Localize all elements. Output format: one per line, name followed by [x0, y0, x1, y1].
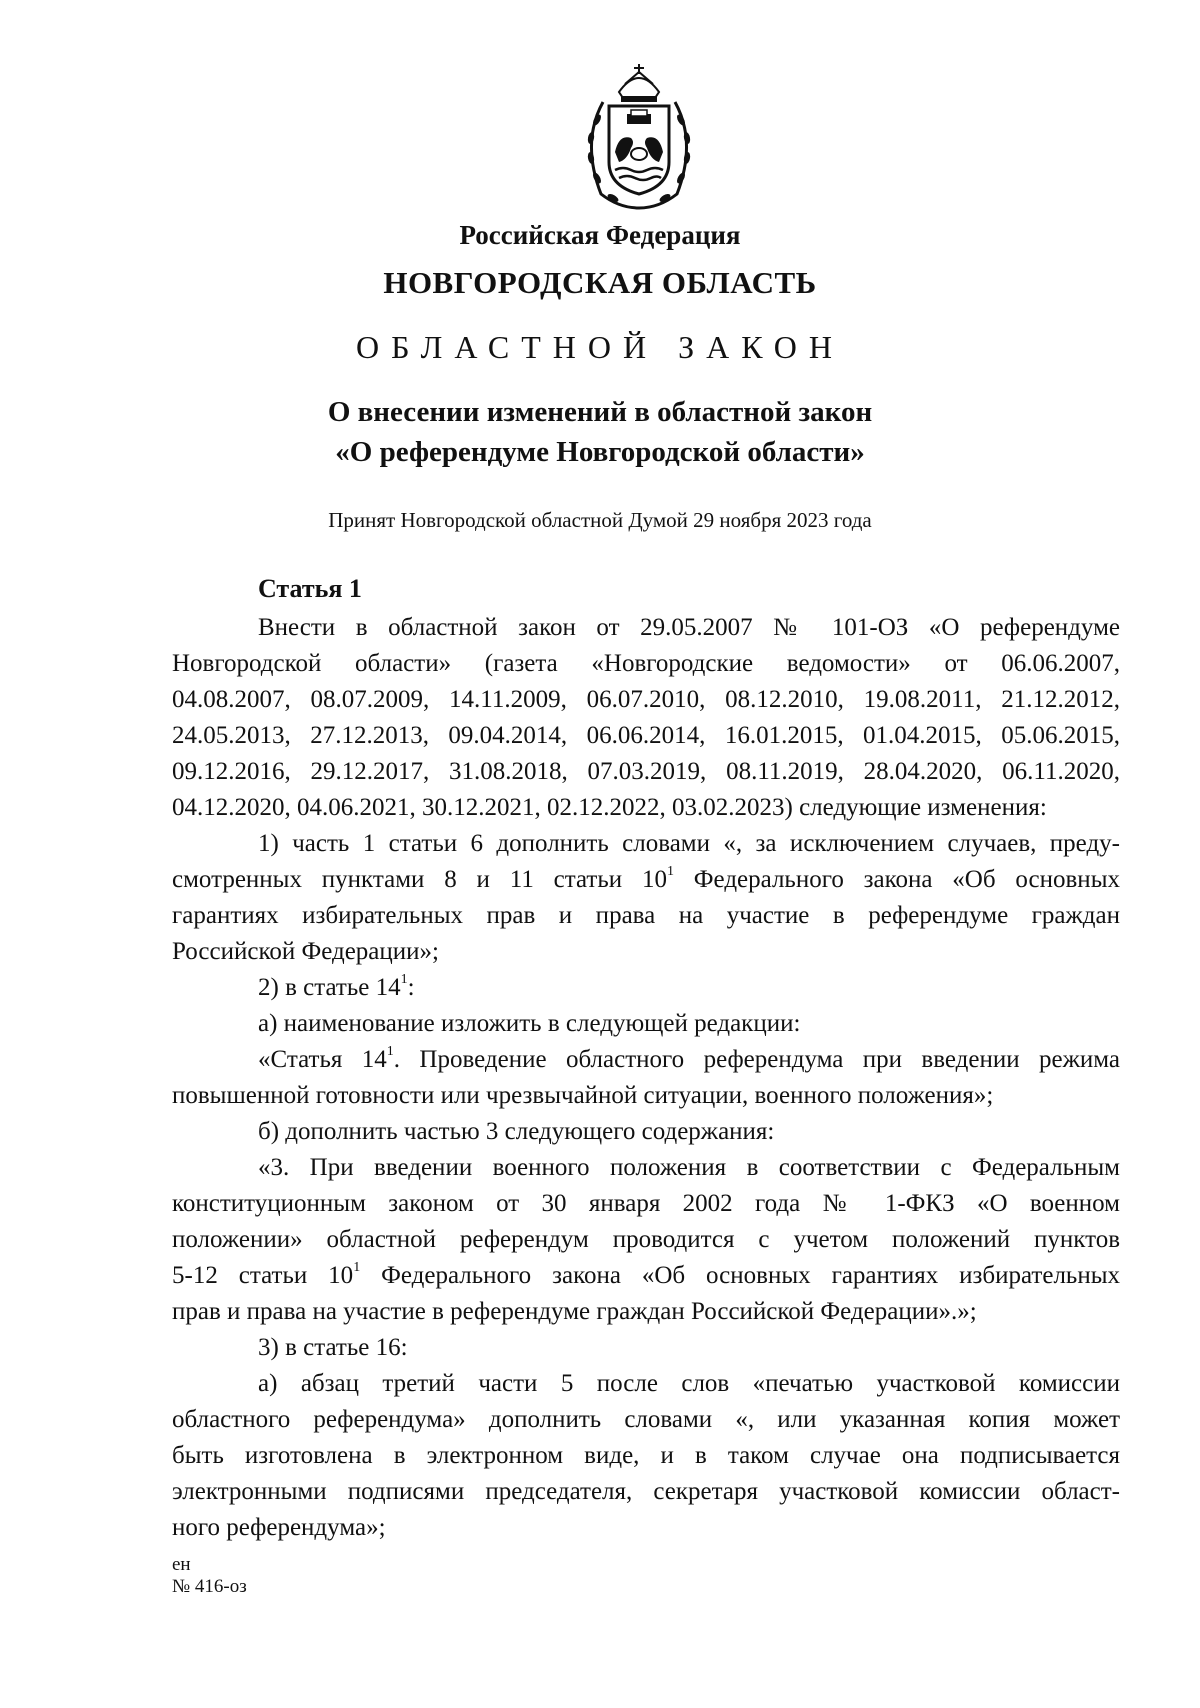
article-body [172, 610, 1120, 1546]
text-fragment: Федерального закона «Об основных [673, 866, 1120, 893]
amendment-3a [172, 1366, 1120, 1546]
law-title-line-1: О внесении изменений в областной закон [327, 396, 873, 428]
text-fragment: смотренных пунктами 8 и 11 статьи 10 [172, 866, 667, 893]
footer-initials: ен [172, 1554, 191, 1575]
quote-line: «3. При введении военного положения в соответствии с Федеральным [258, 1154, 1120, 1181]
quote-line: повышенной готовности или чрезвычайной ситуации, военного положения»; [172, 1082, 994, 1109]
amendment-3a-line: электронными подписями председателя, секретаря участковой комиссии област- [172, 1478, 1120, 1505]
intro-line: Внести в областной закон от 29.05.2007 № 101-ОЗ «О референдуме [258, 614, 1120, 641]
amendment-1-line: гарантиях избирательных прав и права на участие в референдуме граждан [172, 902, 1120, 929]
country-name: Российская Федерация [459, 220, 741, 250]
amendment-3a-line: ного референдума»; [172, 1514, 386, 1541]
footer-doc-number: № 416-оз [172, 1576, 247, 1597]
superscript: 1 [386, 1043, 394, 1059]
document-type: ОБЛАСТНОЙ ЗАКОН [355, 329, 845, 365]
text-fragment: . Проведение областного референдума при введении режима [393, 1046, 1121, 1073]
amendment-2 [172, 970, 1120, 1006]
novgorod-coat-of-arms-icon [573, 62, 705, 212]
quote-line: конституционным законом от 30 января 2002 года № 1-ФКЗ «О военном [172, 1190, 1120, 1217]
amendment-1-line: Российской Федерации»; [172, 938, 439, 965]
intro-line: 24.05.2013, 27.12.2013, 09.04.2014, 06.06.2014, 16.01.2015, 01.04.2015, 05.06.2015, [172, 722, 1120, 749]
text-fragment: : [407, 974, 415, 1001]
intro-line: 09.12.2016, 29.12.2017, 31.08.2018, 07.03.2019, 08.11.2019, 28.04.2020, 06.11.2020, [172, 758, 1120, 785]
adoption-note: Принят Новгородской областной Думой 29 ноября 2023 года [328, 508, 872, 532]
superscript: 1 [666, 863, 674, 879]
amendment-3: 3) в статье 16: [258, 1334, 408, 1361]
quote-line: прав и права на участие в референдуме граждан Российской Федерации».»; [172, 1298, 977, 1325]
quote-line [172, 1258, 1120, 1294]
intro-line: 04.12.2020, 04.06.2021, 30.12.2021, 02.12.2022, 03.02.2023) следующие изменения: [172, 794, 1047, 821]
intro-line: Новгородской области» (газета «Новгородские ведомости» от 06.06.2007, [172, 650, 1120, 677]
amendment-3a-line: областного референдума» дополнить словами «, или указанная копия может [172, 1406, 1120, 1433]
text-fragment: 5-12 статьи 10 [172, 1262, 354, 1289]
text-fragment: Федерального закона «Об основных гарантиях избирательных [360, 1262, 1121, 1289]
amendment-2b-quote [172, 1150, 1120, 1330]
amendment-1-line [172, 862, 1120, 898]
article-heading: Статья 1 [258, 574, 362, 603]
text-fragment: «Статья 14 [258, 1046, 387, 1073]
intro-line: 04.08.2007, 08.07.2009, 14.11.2009, 06.07.2010, 08.12.2010, 19.08.2011, 21.12.2012, [172, 686, 1120, 713]
intro-paragraph [172, 610, 1120, 826]
region-name: НОВГОРОДСКАЯ ОБЛАСТЬ [383, 265, 817, 300]
superscript: 1 [353, 1259, 361, 1275]
amendment-2a: а) наименование изложить в следующей редакции: [258, 1010, 801, 1037]
amendment-3a-line: а) абзац третий части 5 после слов «печатью участковой комиссии [258, 1370, 1120, 1397]
amendment-1 [172, 826, 1120, 970]
law-title-line-2: «О референдуме Новгородской области» [335, 436, 865, 468]
amendment-2b: б) дополнить частью 3 следующего содержания: [258, 1118, 775, 1145]
amendment-1-line: 1) часть 1 статьи 6 дополнить словами «, за исключением случаев, преду- [258, 830, 1120, 857]
superscript: 1 [400, 971, 408, 987]
amendment-2a-quote [172, 1042, 1120, 1114]
amendment-3a-line: быть изготовлена в электронном виде, и в таком случае она подписывается [172, 1442, 1120, 1469]
text-fragment: 2) в статье 14 [258, 974, 401, 1001]
quote-line [172, 1042, 1120, 1078]
quote-line: положении» областной референдум проводится с учетом положений пунктов [172, 1226, 1120, 1253]
